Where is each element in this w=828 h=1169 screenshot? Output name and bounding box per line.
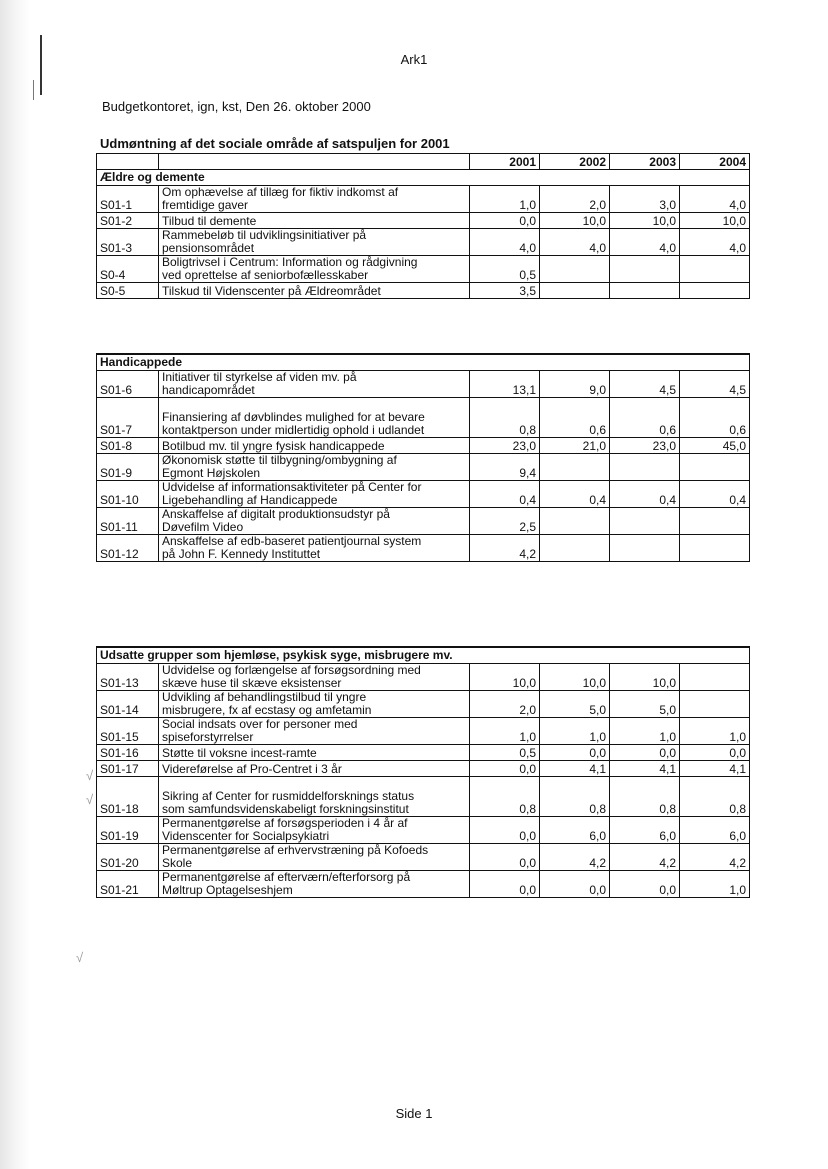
value-cell-2001: 1,0 — [470, 718, 540, 745]
value-cell-2001: 3,5 — [470, 283, 540, 299]
check-mark: √ — [86, 768, 94, 783]
year-header: 2003 — [610, 154, 680, 170]
row-code: S0-5 — [97, 283, 159, 299]
row-description — [159, 745, 470, 761]
row-code: S01-15 — [97, 718, 159, 745]
description-line: ved oprettelse af seniorbofællesskaber — [162, 268, 369, 282]
description-line: Finansiering af døvblindes mulighed for at bevare — [162, 410, 425, 424]
row-description — [159, 438, 470, 454]
value-cell-2002: 4,2 — [540, 844, 610, 871]
value-cell-2003: 4,1 — [610, 761, 680, 777]
row-code: S01-19 — [97, 817, 159, 844]
value-cell-2002: 0,8 — [540, 777, 610, 817]
table-row — [97, 535, 750, 562]
value-cell-2002: 0,0 — [540, 745, 610, 761]
value-cell-2004: 0,4 — [680, 481, 750, 508]
value-cell-2002: 10,0 — [540, 664, 610, 691]
value-cell-2002: 0,0 — [540, 871, 610, 898]
value-cell-2002 — [540, 283, 610, 299]
description-line: skæve huse til skæve eksistenser — [162, 676, 342, 690]
row-code: S01-14 — [97, 691, 159, 718]
value-cell-2002: 5,0 — [540, 691, 610, 718]
description-line: Økonomisk støtte til tilbygning/ombygning af — [162, 453, 397, 467]
value-cell-2004: 0,0 — [680, 745, 750, 761]
value-cell-2003 — [610, 508, 680, 535]
table-row — [97, 817, 750, 844]
row-description — [159, 371, 470, 398]
scan-shadow — [0, 0, 30, 1169]
table-row — [97, 213, 750, 229]
row-description — [159, 213, 470, 229]
description-line: misbrugere, fx af ecstasy og amfetamin — [162, 703, 372, 717]
budget-line: Budgetkontoret, ign, kst, Den 26. oktober 2000 — [102, 99, 371, 114]
row-description — [159, 508, 470, 535]
value-cell-2003 — [610, 256, 680, 283]
description-line: Udvikling af behandlingstilbud til yngre — [162, 690, 367, 704]
section-title: Ældre og demente — [97, 170, 750, 186]
sheet-name: Ark1 — [400, 52, 428, 67]
section-header-row — [97, 170, 750, 186]
value-cell-2001: 10,0 — [470, 664, 540, 691]
value-cell-2003: 4,2 — [610, 844, 680, 871]
value-cell-2003: 5,0 — [610, 691, 680, 718]
row-description — [159, 454, 470, 481]
row-description — [159, 777, 470, 817]
row-code: S01-8 — [97, 438, 159, 454]
description-line: Boligtrivsel i Centrum: Information og rådgivning — [162, 255, 418, 269]
value-cell-2001: 0,0 — [470, 213, 540, 229]
description-line: Tilbud til demente — [162, 214, 257, 228]
section-handicap-table — [96, 353, 750, 562]
value-cell-2003: 1,0 — [610, 718, 680, 745]
value-cell-2003: 6,0 — [610, 817, 680, 844]
value-cell-2004 — [680, 256, 750, 283]
value-cell-2002 — [540, 454, 610, 481]
description-line: Ligebehandling af Handicappede — [162, 493, 338, 507]
value-cell-2001: 0,0 — [470, 761, 540, 777]
table-row — [97, 777, 750, 817]
row-description — [159, 817, 470, 844]
row-code: S0-4 — [97, 256, 159, 283]
check-mark: √ — [76, 950, 84, 965]
row-description — [159, 535, 470, 562]
header-blank — [159, 154, 470, 170]
description-line: Anskaffelse af edb-baseret patientjournal system — [162, 534, 422, 548]
description-line: Permanentgørelse af erhvervstræning på Kofoeds — [162, 843, 429, 857]
section-title: Udsatte grupper som hjemløse, psykisk syge, misbrugere mv. — [97, 647, 750, 664]
value-cell-2003: 0,6 — [610, 398, 680, 438]
row-code: S01-13 — [97, 664, 159, 691]
value-cell-2002 — [540, 256, 610, 283]
table-row — [97, 718, 750, 745]
value-cell-2004 — [680, 535, 750, 562]
value-cell-2001: 0,8 — [470, 398, 540, 438]
value-cell-2004: 4,1 — [680, 761, 750, 777]
row-code: S01-20 — [97, 844, 159, 871]
row-code: S01-17 — [97, 761, 159, 777]
table-row — [97, 283, 750, 299]
value-cell-2003: 0,4 — [610, 481, 680, 508]
description-line: pensionsområdet — [162, 241, 255, 255]
row-code: S01-6 — [97, 371, 159, 398]
value-cell-2001: 0,5 — [470, 745, 540, 761]
row-description — [159, 718, 470, 745]
year-header: 2002 — [540, 154, 610, 170]
description-line: Udvidelse og forlængelse af forsøgsordning med — [162, 663, 421, 677]
section-udsatte-table — [96, 646, 750, 898]
margin-mark — [33, 80, 34, 100]
description-line: Tilskud til Videnscenter på Ældreområdet — [162, 284, 381, 298]
value-cell-2002 — [540, 535, 610, 562]
description-line: Støtte til voksne incest-ramte — [162, 746, 317, 760]
value-cell-2004: 4,5 — [680, 371, 750, 398]
value-cell-2004 — [680, 283, 750, 299]
table-row — [97, 438, 750, 454]
row-description — [159, 256, 470, 283]
row-description — [159, 844, 470, 871]
table-row — [97, 761, 750, 777]
section-header-row — [97, 647, 750, 664]
value-cell-2004 — [680, 454, 750, 481]
table-row — [97, 844, 750, 871]
value-cell-2003: 0,0 — [610, 871, 680, 898]
value-cell-2002: 21,0 — [540, 438, 610, 454]
description-line: spiseforstyrrelser — [162, 730, 254, 744]
page-heading: Udmøntning af det sociale område af satspuljen for 2001 — [100, 136, 450, 151]
value-cell-2004: 1,0 — [680, 718, 750, 745]
table-row — [97, 454, 750, 481]
row-description — [159, 871, 470, 898]
description-line: kontaktperson under midlertidig ophold i udlandet — [162, 423, 425, 437]
row-code: S01-2 — [97, 213, 159, 229]
row-description — [159, 664, 470, 691]
description-line: som samfundsvidenskabeligt forskningsinstitut — [162, 802, 409, 816]
table-row — [97, 229, 750, 256]
section-header-row — [97, 354, 750, 371]
value-cell-2002: 0,4 — [540, 481, 610, 508]
value-cell-2001: 23,0 — [470, 438, 540, 454]
value-cell-2004 — [680, 691, 750, 718]
value-cell-2002: 4,1 — [540, 761, 610, 777]
table-row — [97, 371, 750, 398]
value-cell-2002: 9,0 — [540, 371, 610, 398]
description-line: Udvidelse af informationsaktiviteter på Center for — [162, 480, 422, 494]
value-cell-2004: 0,6 — [680, 398, 750, 438]
row-description — [159, 398, 470, 438]
row-code: S01-12 — [97, 535, 159, 562]
value-cell-2004: 1,0 — [680, 871, 750, 898]
value-cell-2001: 4,2 — [470, 535, 540, 562]
value-cell-2003: 0,8 — [610, 777, 680, 817]
description-line: Permanentgørelse af forsøgsperioden i 4 år af — [162, 816, 408, 830]
section-eldre-table — [96, 153, 750, 299]
table-row — [97, 664, 750, 691]
table-row — [97, 691, 750, 718]
row-description — [159, 186, 470, 213]
check-mark: √ — [86, 792, 94, 807]
row-description — [159, 691, 470, 718]
section-title: Handicappede — [97, 354, 750, 371]
description-line: på John F. Kennedy Instituttet — [162, 547, 321, 561]
row-description — [159, 481, 470, 508]
value-cell-2004: 6,0 — [680, 817, 750, 844]
row-description — [159, 761, 470, 777]
value-cell-2004 — [680, 508, 750, 535]
description-line: fremtidige gaver — [162, 198, 249, 212]
row-code: S01-7 — [97, 398, 159, 438]
value-cell-2003 — [610, 283, 680, 299]
value-cell-2001: 0,5 — [470, 256, 540, 283]
table-row — [97, 508, 750, 535]
row-code: S01-3 — [97, 229, 159, 256]
row-code: S01-11 — [97, 508, 159, 535]
value-cell-2004: 0,8 — [680, 777, 750, 817]
page-footer: Side 1 — [395, 1106, 433, 1121]
value-cell-2001: 2,0 — [470, 691, 540, 718]
description-line: Egmont Højskolen — [162, 466, 261, 480]
value-cell-2003: 10,0 — [610, 213, 680, 229]
row-code: S01-9 — [97, 454, 159, 481]
value-cell-2003: 23,0 — [610, 438, 680, 454]
value-cell-2002: 1,0 — [540, 718, 610, 745]
description-line: Initiativer til styrkelse af viden mv. på — [162, 370, 357, 384]
row-description — [159, 229, 470, 256]
value-cell-2002 — [540, 508, 610, 535]
value-cell-2004: 45,0 — [680, 438, 750, 454]
description-line: Døvefilm Video — [162, 520, 244, 534]
value-cell-2004: 4,0 — [680, 229, 750, 256]
row-code: S01-1 — [97, 186, 159, 213]
value-cell-2001: 13,1 — [470, 371, 540, 398]
value-cell-2002: 10,0 — [540, 213, 610, 229]
value-cell-2001: 0,0 — [470, 871, 540, 898]
value-cell-2003 — [610, 535, 680, 562]
row-code: S01-21 — [97, 871, 159, 898]
description-line: Rammebeløb til udviklingsinitiativer på — [162, 228, 367, 242]
description-line: Videnscenter for Socialpsykiatri — [162, 829, 330, 843]
year-header: 2001 — [470, 154, 540, 170]
value-cell-2003 — [610, 454, 680, 481]
table-row — [97, 186, 750, 213]
description-line: Anskaffelse af digitalt produktionsudstyr på — [162, 507, 390, 521]
value-cell-2001: 4,0 — [470, 229, 540, 256]
row-code: S01-16 — [97, 745, 159, 761]
value-cell-2002: 2,0 — [540, 186, 610, 213]
value-cell-2001: 1,0 — [470, 186, 540, 213]
value-cell-2001: 9,4 — [470, 454, 540, 481]
value-cell-2001: 0,0 — [470, 817, 540, 844]
table-row — [97, 871, 750, 898]
value-cell-2001: 0,0 — [470, 844, 540, 871]
value-cell-2001: 2,5 — [470, 508, 540, 535]
row-code: S01-18 — [97, 777, 159, 817]
value-cell-2001: 0,4 — [470, 481, 540, 508]
value-cell-2004: 10,0 — [680, 213, 750, 229]
value-cell-2002: 6,0 — [540, 817, 610, 844]
value-cell-2001: 0,8 — [470, 777, 540, 817]
description-line: Skole — [162, 856, 193, 870]
value-cell-2003: 4,0 — [610, 229, 680, 256]
value-cell-2004 — [680, 664, 750, 691]
table-row — [97, 256, 750, 283]
row-code: S01-10 — [97, 481, 159, 508]
description-line: Permanentgørelse af efterværn/efterforsorg på — [162, 870, 411, 884]
description-line: Møltrup Optagelseshjem — [162, 883, 293, 897]
year-header-row — [97, 154, 750, 170]
header-blank — [97, 154, 159, 170]
row-description — [159, 283, 470, 299]
table-row — [97, 398, 750, 438]
value-cell-2003: 3,0 — [610, 186, 680, 213]
table-row — [97, 745, 750, 761]
value-cell-2004: 4,0 — [680, 186, 750, 213]
value-cell-2004: 4,2 — [680, 844, 750, 871]
value-cell-2002: 0,6 — [540, 398, 610, 438]
value-cell-2003: 10,0 — [610, 664, 680, 691]
description-line: Sikring af Center for rusmiddelforsknings status — [162, 789, 415, 803]
value-cell-2003: 0,0 — [610, 745, 680, 761]
description-line: Om ophævelse af tillæg for fiktiv indkomst af — [162, 185, 399, 199]
year-header: 2004 — [680, 154, 750, 170]
description-line: Social indsats over for personer med — [162, 717, 358, 731]
value-cell-2003: 4,5 — [610, 371, 680, 398]
description-line: Botilbud mv. til yngre fysisk handicappede — [162, 439, 385, 453]
table-row — [97, 481, 750, 508]
description-line: handicapområdet — [162, 383, 255, 397]
description-line: Videreførelse af Pro-Centret i 3 år — [162, 762, 342, 776]
value-cell-2002: 4,0 — [540, 229, 610, 256]
